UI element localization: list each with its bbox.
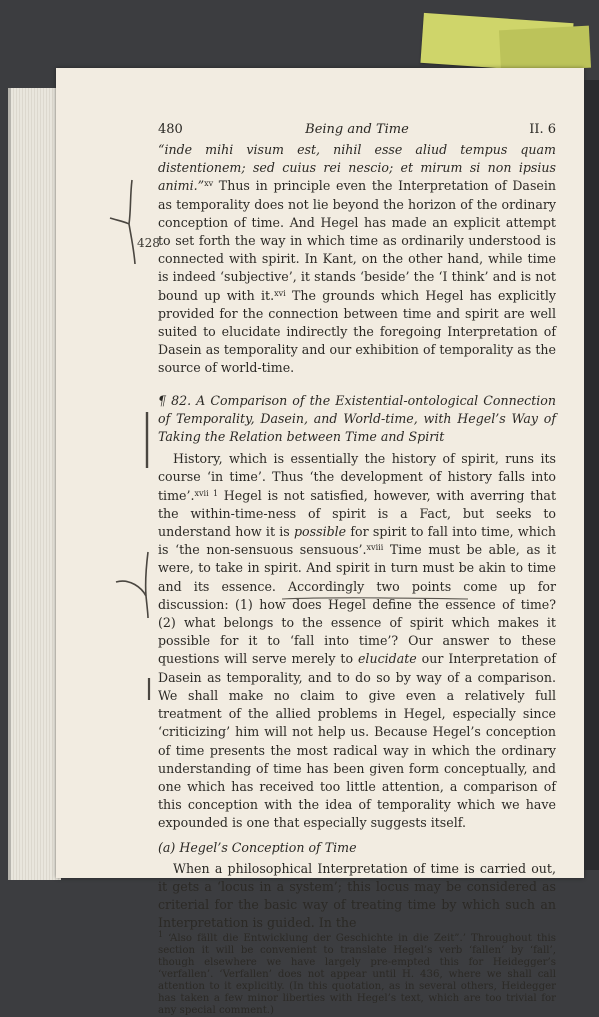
running-title: Being and Time [305,122,409,137]
running-header [158,122,556,140]
paragraph-2 [158,450,556,832]
page-shadow [584,80,599,870]
paragraph-2-text-a: History, which is essentially the history of spirit, runs its course ‘in time’. Thus ‘the development of history falls into time’. [158,451,556,503]
footnote-marker: 1 [158,929,164,939]
footnote-text: ‘Also fällt die Entwicklung der Geschichte in die Zeit”.’ Throughout this section it will be convenient to translate Hegel’s verb ‘fallen’ by ‘fall’, though elsewhere we have largely pre-empted this for Heidegger’s ‘verfallen’. ‘Verfallen’ does not appear until H. 436, where we shall call attention to it explicitly. (In this quotation, as in several others, Heidegger has taken a few minor liberties with Hegel’s text, which are too trivial for any special comment.) [158,932,556,1016]
pencil-bracket-mark-3 [112,548,162,620]
pencil-bar-mark-2 [142,410,152,470]
emphasis-possible: possible [294,524,347,540]
note-ref-xv: xv [204,179,214,189]
pencil-bar-mark-4 [145,676,153,702]
margin-page-reference: 428 [137,236,160,250]
sticky-note-back [499,26,591,73]
paragraph-3: When a philosophical Interpretation of time is carried out, it gets a ‘locus in a system’; this locus may be considered as criterial for the basic way of treating time by which such an Interpretation is guided. In the [158,860,556,931]
paragraph-2-text-c: for spirit to fall into time, which is ‘the non-sensuous sensuous’. [158,524,556,558]
latin-quote: “inde mihi visum est, nihil esse aliud tempus quam distentionem; sed cuius rei nescio; et mirum si non ipsius animi.” [158,142,556,194]
section-number: II. 6 [529,122,556,137]
paragraph-2-text-b: Hegel is not satisfied, however, with averring that the within-time-ness of spirit is a Fact, but seeks to understand how it is [158,487,557,540]
page-number: 480 [158,122,183,137]
subsection-a-heading: (a) Hegel’s Conception of Time [158,839,357,855]
section-82-heading: ¶ 82. A Comparison of the Existential-ontological Connection of Temporality, Dasein, and World-time, with Hegel’s Way of Taking the Relation between Time and Spirit [158,392,556,445]
emphasis-elucidate: elucidate [357,651,417,667]
note-ref-xvii: xvii 1 [194,488,219,498]
note-ref-xvi: xvi [274,288,286,298]
paragraph-1 [158,141,556,378]
paragraph-1-text-b: The grounds which Hegel has explicitly provided for the connection between time and spirit are well suited to elucidate indirectly the foregoing Interpretation of Dasein as temporality and our exhibition of temporality as the source of world-time. [158,287,556,376]
note-ref-xviii: xviii [366,543,384,553]
pencil-bracket-mark-1 [104,176,144,266]
book-page-edges [8,88,61,880]
paragraph-2-text-e: our Interpretation of Dasein as temporality, and to do so by way of a comparison. We shall make no claim to give even a relatively full treatment of the allied problems in Hegel, especially since ‘criticizing’ him will not help us. Because Hegel’s conception of time presents the most radical way in which the ordinary understanding of time has been given form conceptually, and one which has received too little attention, a comparison of this conception with the idea of temporality which we have expounded is one that especially suggests itself. [158,651,556,831]
page-body [158,141,556,1017]
paragraph-2-text-d: Time must be able, as it were, to take in spirit. And spirit in turn must be akin to time and its essence. Accordingly two points come up for discussion: (1) how does Hegel define the essence of time? (2) what belongs to the essence of spirit which makes it possible for it to ‘fall into time’? Our answer to these questions will serve merely to [158,542,556,667]
footnote [158,929,556,1017]
paragraph-1-text-a: Thus in principle even the Interpretation of Dasein as temporality does not lie beyond the horizon of the ordinary conception of time. And Hegel has made an explicit attempt to set forth the way in which time as ordinarily understood is connected with spirit. In Kant, on the other hand, while time is indeed ‘subjective’, it stands ‘beside’ the ‘I think’ and is not bound up with it. [158,178,556,303]
